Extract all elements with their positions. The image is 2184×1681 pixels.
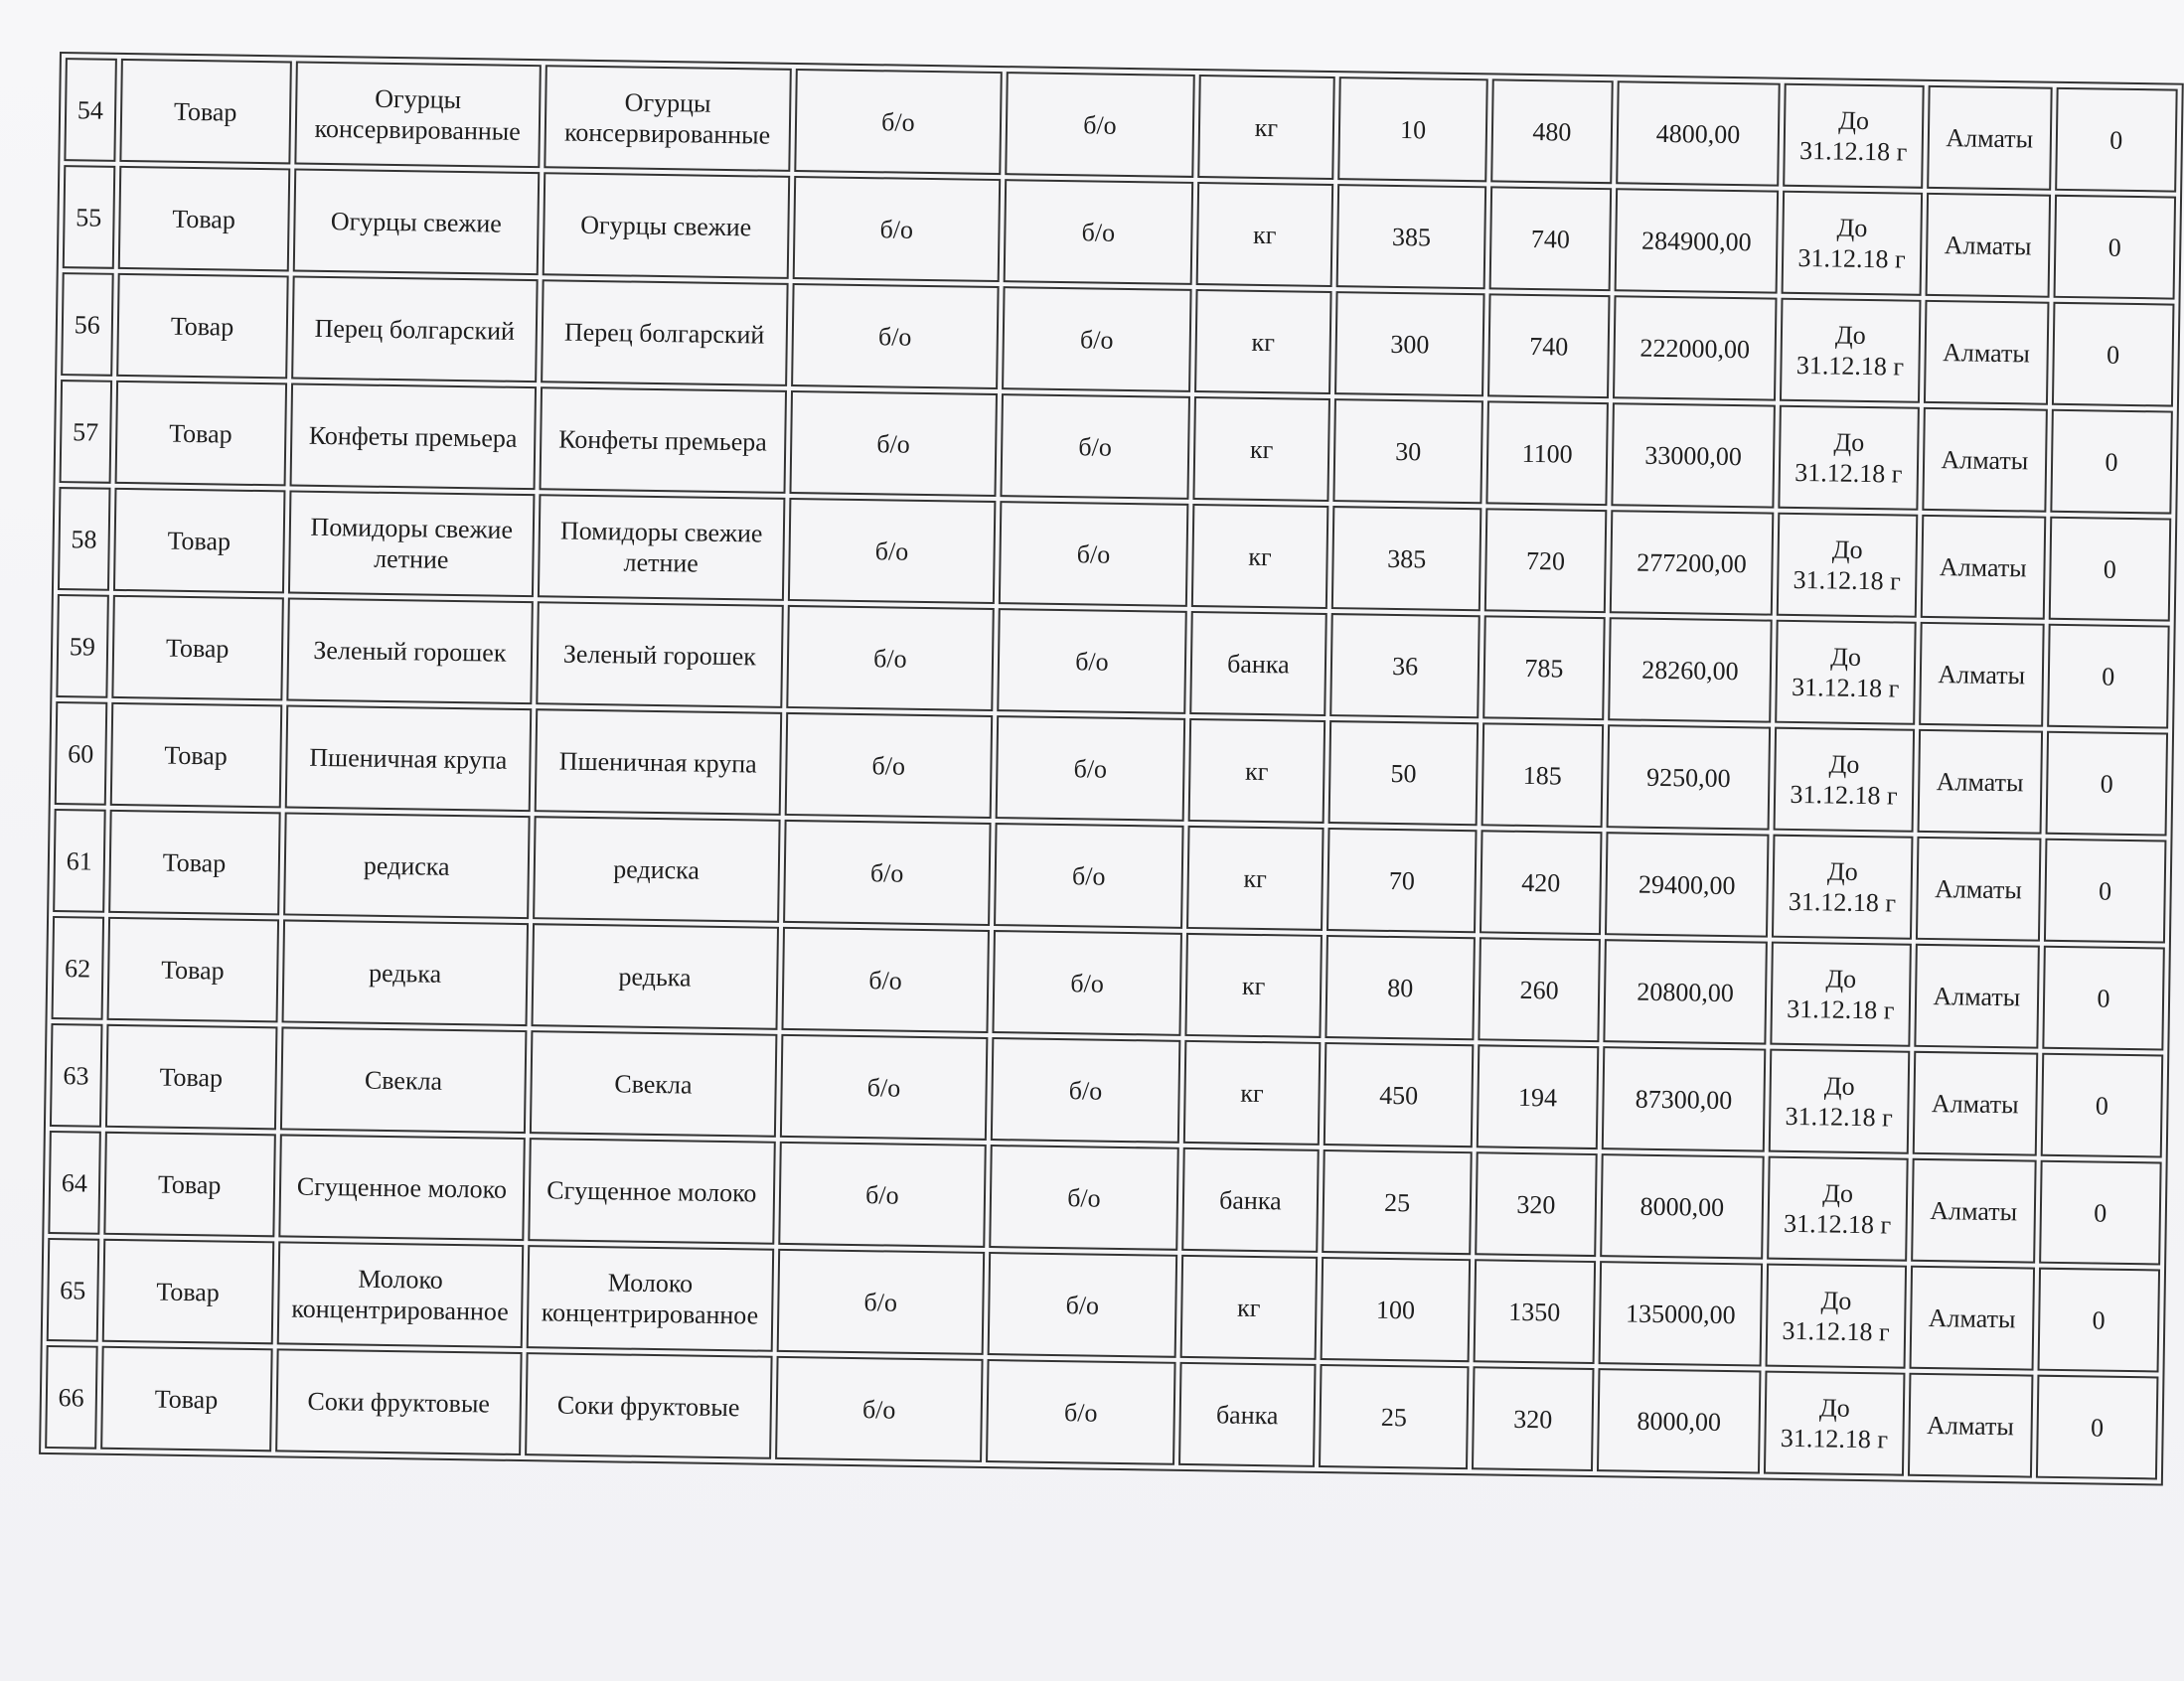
item-price: 320: [1472, 1366, 1594, 1471]
item-name-ext: Молоко концентрированное: [527, 1245, 774, 1352]
item-price: 1100: [1486, 400, 1609, 506]
delivery-term: До 31.12.18 г: [1764, 1371, 1905, 1476]
item-quantity: 450: [1324, 1042, 1474, 1147]
item-name-ext: Конфеты премьера: [540, 386, 787, 494]
item-sum: 284900,00: [1614, 188, 1779, 293]
procurement-table: [39, 52, 2184, 1486]
item-spec-2: б/о: [993, 930, 1182, 1036]
item-spec-1: б/о: [779, 1034, 988, 1141]
delivery-place: Алматы: [1914, 944, 2040, 1049]
item-unit: кг: [1195, 182, 1333, 287]
item-unit: кг: [1182, 1040, 1321, 1146]
item-spec-1: б/о: [778, 1142, 987, 1248]
advance-payment: 0: [2042, 946, 2165, 1051]
item-price: 785: [1482, 615, 1605, 720]
delivery-term: До 31.12.18 г: [1780, 298, 1921, 403]
item-type: Товар: [117, 166, 290, 272]
advance-payment: 0: [2049, 517, 2172, 622]
delivery-place: Алматы: [1925, 193, 2051, 298]
item-spec-1: б/о: [783, 820, 992, 926]
item-spec-2: б/о: [999, 501, 1188, 607]
delivery-term: До 31.12.18 г: [1769, 1049, 1910, 1154]
item-type: Товар: [116, 273, 289, 380]
item-spec-1: б/о: [776, 1249, 985, 1355]
delivery-place: Алматы: [1922, 407, 2048, 513]
advance-payment: 0: [2044, 839, 2167, 944]
delivery-place: Алматы: [1916, 837, 2042, 942]
item-quantity: 50: [1328, 720, 1479, 826]
item-type: Товар: [111, 595, 284, 701]
item-spec-2: б/о: [996, 715, 1185, 822]
item-name-ext: Перец болгарский: [541, 279, 788, 386]
item-quantity: 385: [1331, 506, 1482, 611]
item-sum: 8000,00: [1597, 1368, 1762, 1473]
item-name-ru: Свекла: [280, 1026, 528, 1134]
item-name-ru: Помидоры свежие летние: [288, 490, 536, 597]
item-name-ru: редька: [281, 919, 529, 1026]
item-unit: кг: [1192, 396, 1330, 502]
item-spec-1: б/о: [784, 712, 993, 819]
table-body: [45, 58, 2178, 1479]
item-spec-1: б/о: [789, 390, 998, 497]
delivery-place: Алматы: [1924, 300, 2050, 405]
delivery-place: Алматы: [1912, 1051, 2038, 1156]
item-unit: кг: [1194, 289, 1332, 394]
item-spec-1: б/о: [794, 69, 1003, 175]
item-type: Товар: [105, 1024, 278, 1131]
item-unit: кг: [1187, 718, 1326, 824]
item-type: Товар: [106, 917, 279, 1023]
item-name-ext: Огурцы свежие: [543, 172, 790, 279]
item-name-ru: Конфеты премьера: [289, 382, 537, 490]
delivery-term: До 31.12.18 г: [1767, 1156, 1908, 1262]
item-name-ext: Огурцы консервированные: [544, 65, 791, 172]
item-spec-2: б/о: [1005, 72, 1194, 178]
item-name-ru: редиска: [283, 812, 531, 919]
delivery-term: До 31.12.18 г: [1771, 942, 1912, 1047]
item-unit: кг: [1184, 933, 1323, 1038]
item-spec-2: б/о: [989, 1145, 1178, 1251]
item-price: 720: [1484, 508, 1607, 613]
item-name-ext: Сгущенное молоко: [528, 1138, 775, 1245]
row-number: 61: [53, 809, 105, 913]
item-name-ext: редька: [532, 923, 779, 1030]
row-number: 55: [63, 165, 115, 269]
item-type: Товар: [113, 488, 286, 594]
item-spec-1: б/о: [786, 605, 995, 711]
item-quantity: 100: [1321, 1257, 1471, 1362]
item-unit: банка: [1181, 1147, 1320, 1253]
delivery-term: До 31.12.18 г: [1779, 405, 1920, 511]
advance-payment: 0: [2045, 731, 2168, 837]
item-quantity: 36: [1329, 613, 1480, 718]
item-unit: кг: [1186, 826, 1325, 931]
item-unit: кг: [1191, 504, 1329, 609]
table-container: [39, 52, 2184, 1486]
item-name-ru: Пшеничная крупа: [284, 704, 532, 812]
item-price: 194: [1477, 1044, 1599, 1149]
item-sum: 29400,00: [1605, 832, 1770, 937]
item-quantity: 10: [1337, 76, 1487, 182]
item-spec-2: б/о: [994, 823, 1183, 929]
row-number: 58: [58, 487, 110, 591]
item-price: 420: [1480, 830, 1602, 935]
item-price: 1350: [1474, 1259, 1596, 1364]
item-sum: 20800,00: [1603, 939, 1768, 1044]
item-name-ext: Пшеничная крупа: [535, 708, 782, 816]
item-name-ext: Помидоры свежие летние: [538, 494, 785, 601]
delivery-place: Алматы: [1921, 515, 2047, 620]
advance-payment: 0: [2041, 1053, 2164, 1158]
item-name-ext: Соки фруктовые: [525, 1352, 772, 1459]
delivery-place: Алматы: [1927, 85, 2053, 191]
item-unit: банка: [1189, 611, 1327, 716]
delivery-term: До 31.12.18 г: [1774, 727, 1915, 833]
item-spec-1: б/о: [787, 498, 996, 604]
item-price: 185: [1482, 722, 1604, 828]
item-name-ru: Огурцы консервированные: [294, 62, 542, 169]
delivery-place: Алматы: [1917, 729, 2043, 835]
item-sum: 9250,00: [1606, 724, 1771, 830]
row-number: 63: [50, 1023, 102, 1128]
delivery-place: Алматы: [1911, 1158, 2037, 1264]
advance-payment: 0: [2055, 87, 2178, 193]
item-sum: 28260,00: [1608, 617, 1773, 722]
item-sum: 87300,00: [1602, 1046, 1767, 1151]
item-type: Товар: [101, 1239, 274, 1345]
item-spec-1: б/о: [781, 927, 990, 1033]
item-spec-2: б/о: [991, 1037, 1180, 1144]
item-name-ext: Свекла: [530, 1030, 777, 1138]
row-number: 66: [45, 1345, 97, 1450]
advance-payment: 0: [2036, 1375, 2159, 1480]
item-spec-2: б/о: [1002, 286, 1191, 392]
item-sum: 277200,00: [1610, 510, 1775, 615]
item-name-ru: Сгущенное молоко: [278, 1134, 526, 1241]
delivery-place: Алматы: [1919, 622, 2045, 727]
item-sum: 4800,00: [1616, 80, 1781, 186]
delivery-term: До 31.12.18 г: [1766, 1264, 1907, 1369]
item-price: 260: [1479, 937, 1601, 1042]
advance-payment: 0: [2052, 302, 2175, 407]
item-quantity: 30: [1333, 398, 1483, 504]
item-spec-1: б/о: [792, 176, 1001, 282]
delivery-place: Алматы: [1909, 1266, 2035, 1371]
item-unit: кг: [1197, 75, 1335, 180]
row-number: 64: [48, 1131, 100, 1235]
item-unit: кг: [1179, 1255, 1318, 1360]
delivery-term: До 31.12.18 г: [1783, 83, 1924, 189]
item-type: Товар: [119, 59, 292, 165]
item-price: 320: [1475, 1151, 1597, 1257]
item-quantity: 385: [1336, 184, 1486, 289]
item-sum: 222000,00: [1613, 295, 1778, 400]
advance-payment: 0: [2050, 409, 2173, 515]
item-type: Товар: [114, 381, 287, 487]
row-number: 65: [47, 1238, 99, 1342]
delivery-term: До 31.12.18 г: [1772, 835, 1913, 940]
item-spec-2: б/о: [997, 608, 1186, 714]
item-sum: 135000,00: [1598, 1261, 1763, 1366]
item-name-ru: Зеленый горошек: [286, 597, 534, 704]
item-spec-2: б/о: [1004, 179, 1193, 285]
item-spec-1: б/о: [791, 283, 1000, 389]
advance-payment: 0: [2037, 1268, 2160, 1373]
item-sum: 33000,00: [1611, 402, 1776, 508]
item-price: 480: [1490, 78, 1613, 184]
delivery-term: До 31.12.18 г: [1782, 191, 1923, 296]
item-spec-2: б/о: [1001, 393, 1190, 500]
item-spec-2: б/о: [988, 1252, 1177, 1358]
item-spec-2: б/о: [986, 1359, 1175, 1465]
item-name-ru: Соки фруктовые: [275, 1348, 523, 1455]
item-quantity: 300: [1334, 291, 1484, 396]
item-spec-1: б/о: [775, 1356, 984, 1462]
advance-payment: 0: [2039, 1160, 2162, 1266]
item-sum: 8000,00: [1600, 1153, 1765, 1259]
advance-payment: 0: [2047, 624, 2170, 729]
item-type: Товар: [108, 810, 281, 916]
advance-payment: 0: [2053, 195, 2176, 300]
row-number: 54: [64, 58, 116, 162]
item-name-ru: Молоко концентрированное: [276, 1241, 524, 1348]
item-quantity: 80: [1326, 935, 1476, 1040]
item-name-ext: Зеленый горошек: [536, 601, 783, 708]
row-number: 59: [56, 594, 108, 698]
item-quantity: 70: [1326, 828, 1477, 933]
delivery-place: Алматы: [1908, 1373, 2034, 1478]
item-name-ext: редиска: [533, 816, 780, 923]
item-name-ru: Огурцы свежие: [292, 169, 540, 276]
item-quantity: 25: [1322, 1149, 1472, 1255]
row-number: 60: [55, 701, 107, 806]
row-number: 56: [61, 272, 113, 377]
row-number: 62: [52, 916, 104, 1020]
delivery-term: До 31.12.18 г: [1775, 620, 1916, 725]
item-unit: банка: [1178, 1362, 1317, 1467]
item-type: Товар: [103, 1132, 276, 1238]
item-price: 740: [1487, 293, 1610, 398]
item-price: 740: [1489, 186, 1612, 291]
item-type: Товар: [109, 702, 282, 809]
item-type: Товар: [100, 1346, 273, 1452]
delivery-term: До 31.12.18 г: [1777, 513, 1918, 618]
row-number: 57: [60, 380, 112, 484]
item-quantity: 25: [1319, 1364, 1469, 1469]
item-name-ru: Перец болгарский: [291, 276, 539, 383]
